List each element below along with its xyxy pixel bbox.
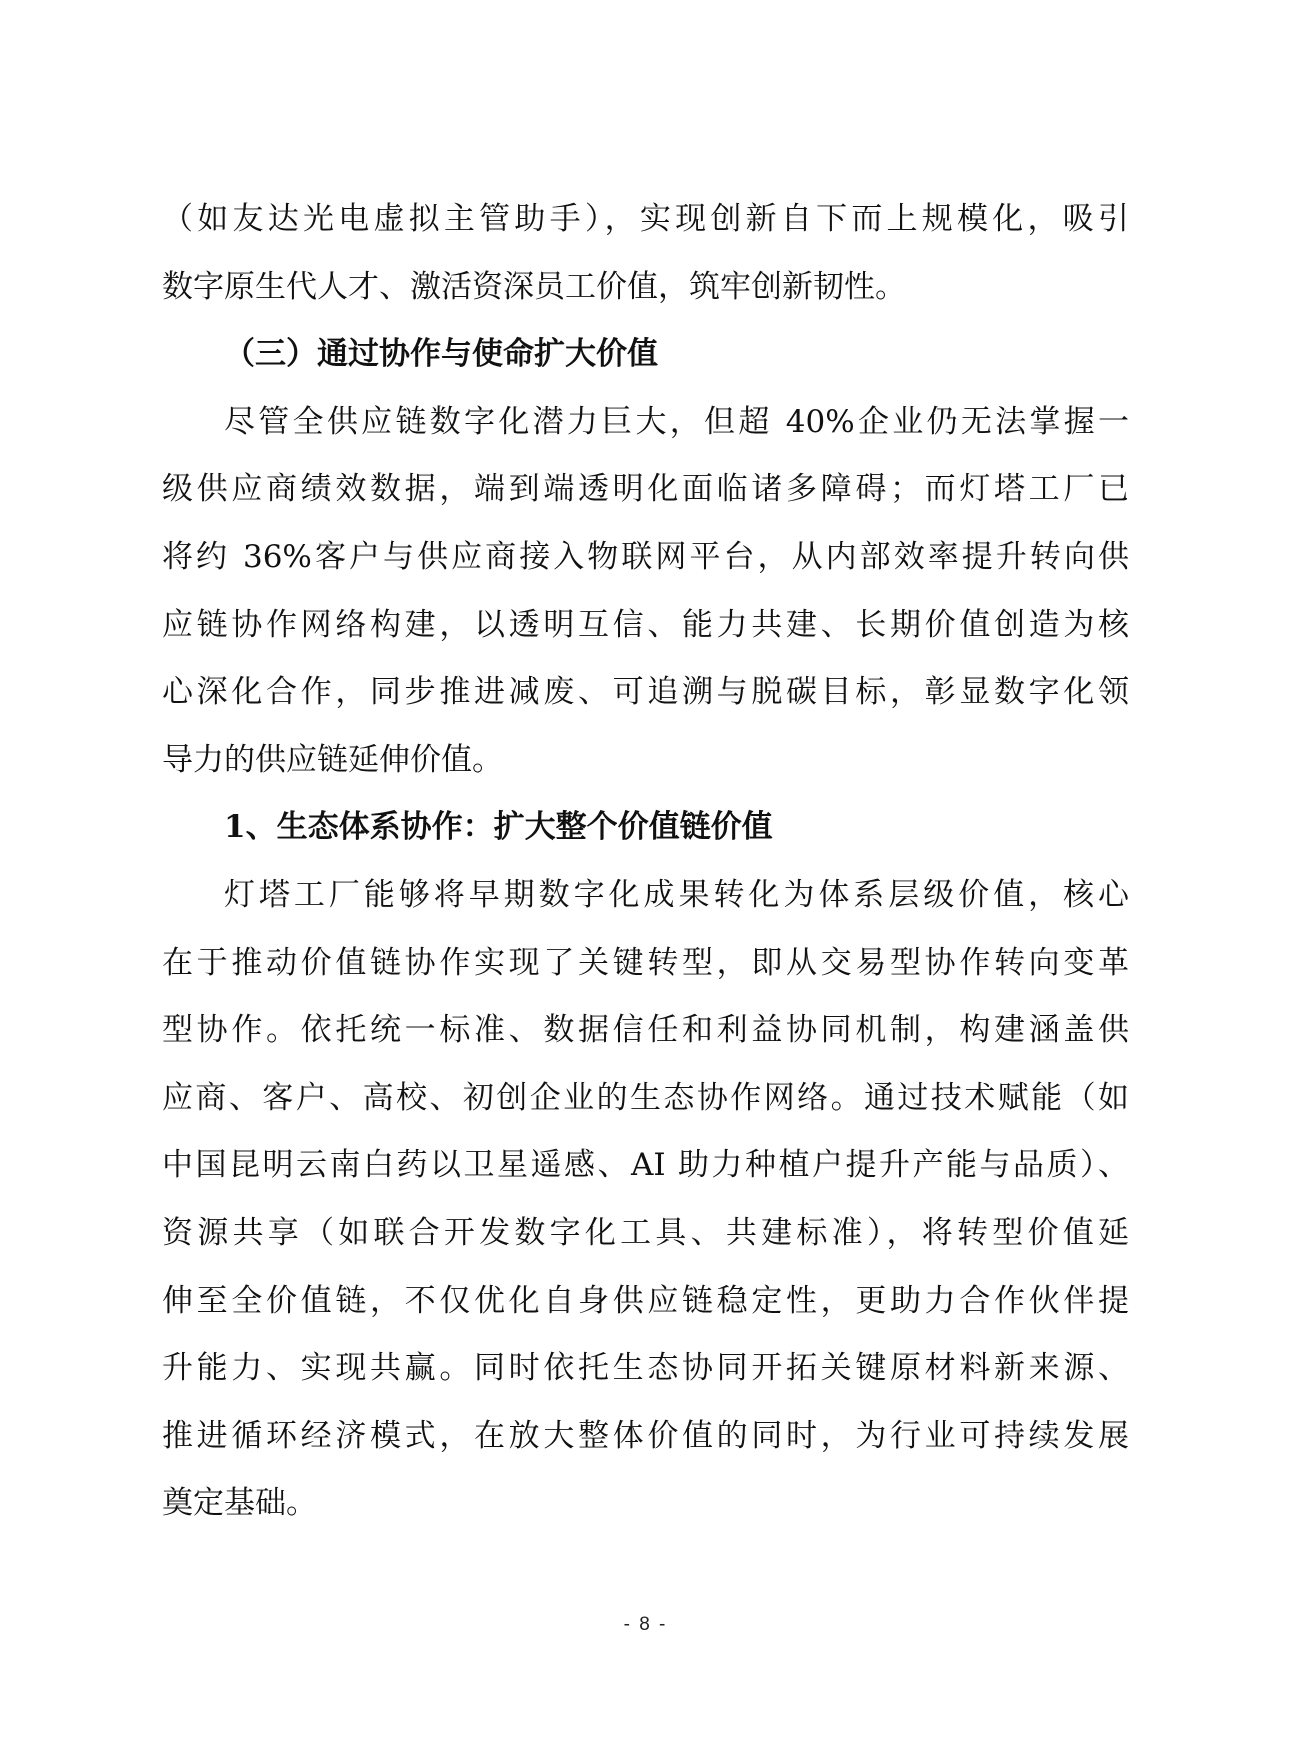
body-paragraph: [162, 862, 1129, 1538]
body-paragraph: [162, 389, 1129, 795]
subsection-heading: [162, 794, 1129, 862]
text-line: 升能力、实现共赢。同时依托生态协同开拓关键原材料新来源、: [162, 1350, 1129, 1387]
heading-text: （三）通过协作与使命扩大价值: [224, 336, 658, 373]
text-line: 应商、客户、高校、初创企业的生态协作网络。通过技术赋能（如: [162, 1079, 1129, 1116]
text-line: 数字原生代人才、激活资深员工价值，筑牢创新韧性。: [162, 268, 906, 305]
text-line: 中国昆明云南白药以卫星遥感、AI 助力种植户提升产能与品质）、: [162, 1147, 1129, 1184]
text-line: 心深化合作，同步推进减废、可追溯与脱碳目标，彰显数字化领: [162, 674, 1129, 711]
text-line: 尽管全供应链数字化潜力巨大，但超 40%企业仍无法掌握一: [224, 403, 1129, 440]
text-line: 型协作。依托统一标准、数据信任和利益协同机制，构建涵盖供: [162, 1012, 1129, 1049]
text-line: 导力的供应链延伸价值。: [162, 741, 503, 778]
body-paragraph: [162, 186, 1129, 321]
text-line: 将约 36%客户与供应商接入物联网平台，从内部效率提升转向供: [162, 538, 1129, 575]
text-line: 灯塔工厂能够将早期数字化成果转化为体系层级价值，核心: [224, 876, 1129, 913]
text-line: 应链协作网络构建，以透明互信、能力共建、长期价值创造为核: [162, 606, 1129, 643]
text-line: （如友达光电虚拟主管助手），实现创新自下而上规模化，吸引: [162, 201, 1129, 237]
text-line: 资源共享（如联合开发数字化工具、共建标准），将转型价值延: [162, 1214, 1129, 1251]
text-line: 级供应商绩效数据，端到端透明化面临诸多障碍；而灯塔工厂已: [162, 471, 1129, 508]
text-line: 伸至全价值链，不仅优化自身供应链稳定性，更助力合作伙伴提: [162, 1282, 1129, 1319]
text-line: 奠定基础。: [162, 1485, 317, 1522]
page-body: [162, 186, 1129, 1538]
text-line: 在于推动价值链协作实现了关键转型，即从交易型协作转向变革: [162, 944, 1129, 981]
heading-text: 1、生态体系协作：扩大整个价值链价值: [224, 809, 773, 846]
page-number: - 8 -: [623, 1614, 668, 1635]
section-heading: [162, 321, 1129, 389]
text-line: 推进循环经济模式，在放大整体价值的同时，为行业可持续发展: [162, 1417, 1129, 1454]
